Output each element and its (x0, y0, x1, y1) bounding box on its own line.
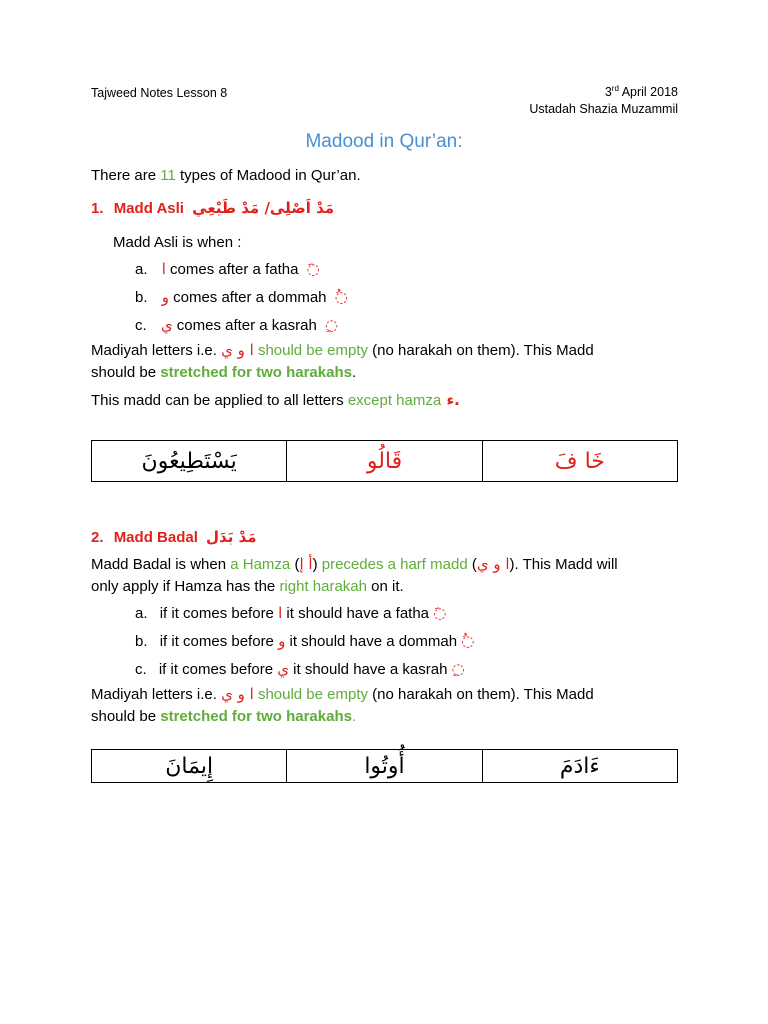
madiyah-letters: ا و ي (221, 685, 254, 703)
section1-heading (91, 199, 334, 217)
date-day: 3 (604, 85, 612, 100)
item-letter: ي (160, 316, 173, 334)
fatha-mark: ◌َ (433, 604, 447, 622)
item-text: comes after a fatha (170, 261, 299, 278)
section2-item-a: a. if it comes before ا it should have a fatha ◌َ (135, 604, 447, 622)
highlight-empty: should be empty (257, 342, 369, 359)
madd-letters: ا و ي (476, 555, 510, 573)
item-letter: ا (161, 260, 166, 278)
para-text: This madd can be applied to all letters (91, 392, 348, 409)
hamza-letter: ء. (441, 391, 460, 409)
item-marker: a. (135, 261, 148, 278)
example-word-cell: أُوتُوا (287, 750, 482, 783)
example-word-cell: ءَادَمَ (482, 750, 677, 783)
item-marker: c. (135, 317, 147, 334)
example-word-cell: قَالُو (287, 441, 482, 482)
section2-item-b: b. if it comes before و it should have a dommah ◌ُ (135, 632, 475, 650)
item-letter: و (161, 288, 169, 306)
doc-author: Ustadah Shazia Muzammil (529, 102, 678, 116)
highlight-empty: should be empty (257, 686, 369, 703)
para-text: should be (91, 364, 161, 381)
section1-item-b (135, 286, 348, 309)
item-letter: و (278, 632, 286, 650)
section2-item-c: c. if it comes before ي it should have a kasrah ◌ِ (135, 660, 465, 678)
section2-number: 2. (91, 529, 104, 546)
item-letter: ا (278, 604, 283, 622)
intro-count: 11 (160, 167, 176, 184)
highlight-stretch: stretched for two harakahs (160, 364, 352, 381)
highlight-except-hamza: except hamza (347, 392, 442, 409)
kasrah-mark: ◌ِ (325, 316, 339, 334)
date-suffix: rd (611, 84, 619, 93)
item-letter: ي (277, 660, 289, 678)
highlight-stretch: stretched for two harakahs (160, 708, 352, 725)
date-rest: April 2018 (618, 85, 678, 100)
para-text: (no harakah on them). This Madd (368, 342, 594, 359)
intro-after: types of Madood in Qur’an. (175, 167, 361, 184)
section1-example-table (91, 440, 678, 482)
section1-arabic: مَدْ اَصْلِى/ مَدْ طَبْعِي (192, 199, 335, 217)
example-word-cell: إِيمَانَ (92, 750, 287, 783)
madiyah-letters: ا و ي (221, 341, 254, 359)
doc-header-left: Tajweed Notes Lesson 8 (91, 86, 228, 100)
intro-before: There are (91, 167, 161, 184)
section1-item-c (135, 314, 338, 337)
section1-number: 1. (91, 200, 104, 217)
section1-item-a (135, 258, 320, 281)
section1-lead: Madd Asli is when : (113, 234, 242, 251)
highlight-precedes: precedes a harf madd (321, 556, 468, 573)
doc-header-date (605, 84, 678, 99)
example-word-cell: خَا فَ (482, 441, 677, 482)
item-marker: b. (135, 289, 148, 306)
section2-paragraph: Madd Badal is when a Hamza (أ إ) precedes a harf madd (ا و ي). This Madd will only apply if Hamza has the right harakah on it. (91, 555, 618, 595)
hamza-forms: أ إ (299, 555, 313, 573)
section2-example-table (91, 749, 678, 783)
dommah-mark: ◌ُ (334, 288, 348, 306)
fatha-mark: ◌َ (306, 260, 320, 278)
section1-paragraph: Madiyah letters i.e. ا و ي should be empty (no harakah on them). This Madd should be stretched for two harakahs. (91, 341, 594, 381)
section2-name: Madd Badal (113, 529, 198, 546)
item-text: comes after a dommah (173, 289, 327, 306)
intro-line (91, 165, 361, 187)
section2-paragraph-2: Madiyah letters i.e. ا و ي should be empty (no harakah on them). This Madd should be stretched for two harakahs. (91, 685, 594, 725)
page-title: Madood in Qur’an: (305, 131, 463, 152)
dommah-mark: ◌ُ (461, 632, 475, 650)
para-text: Madiyah letters i.e. (91, 342, 222, 359)
item-text: comes after a kasrah (176, 317, 317, 334)
kasrah-mark: ◌ِ (451, 660, 465, 678)
section2-arabic: مَدْ بَدَل (206, 528, 257, 546)
highlight-hamza: a Hamza (230, 556, 291, 573)
section1-hamza-note (91, 389, 460, 412)
example-word-cell: يَسْتَطِيعُونَ (92, 441, 287, 482)
section2-heading (91, 528, 257, 546)
section1-name: Madd Asli (113, 200, 184, 217)
highlight-right-harakah: right harakah (279, 578, 367, 595)
